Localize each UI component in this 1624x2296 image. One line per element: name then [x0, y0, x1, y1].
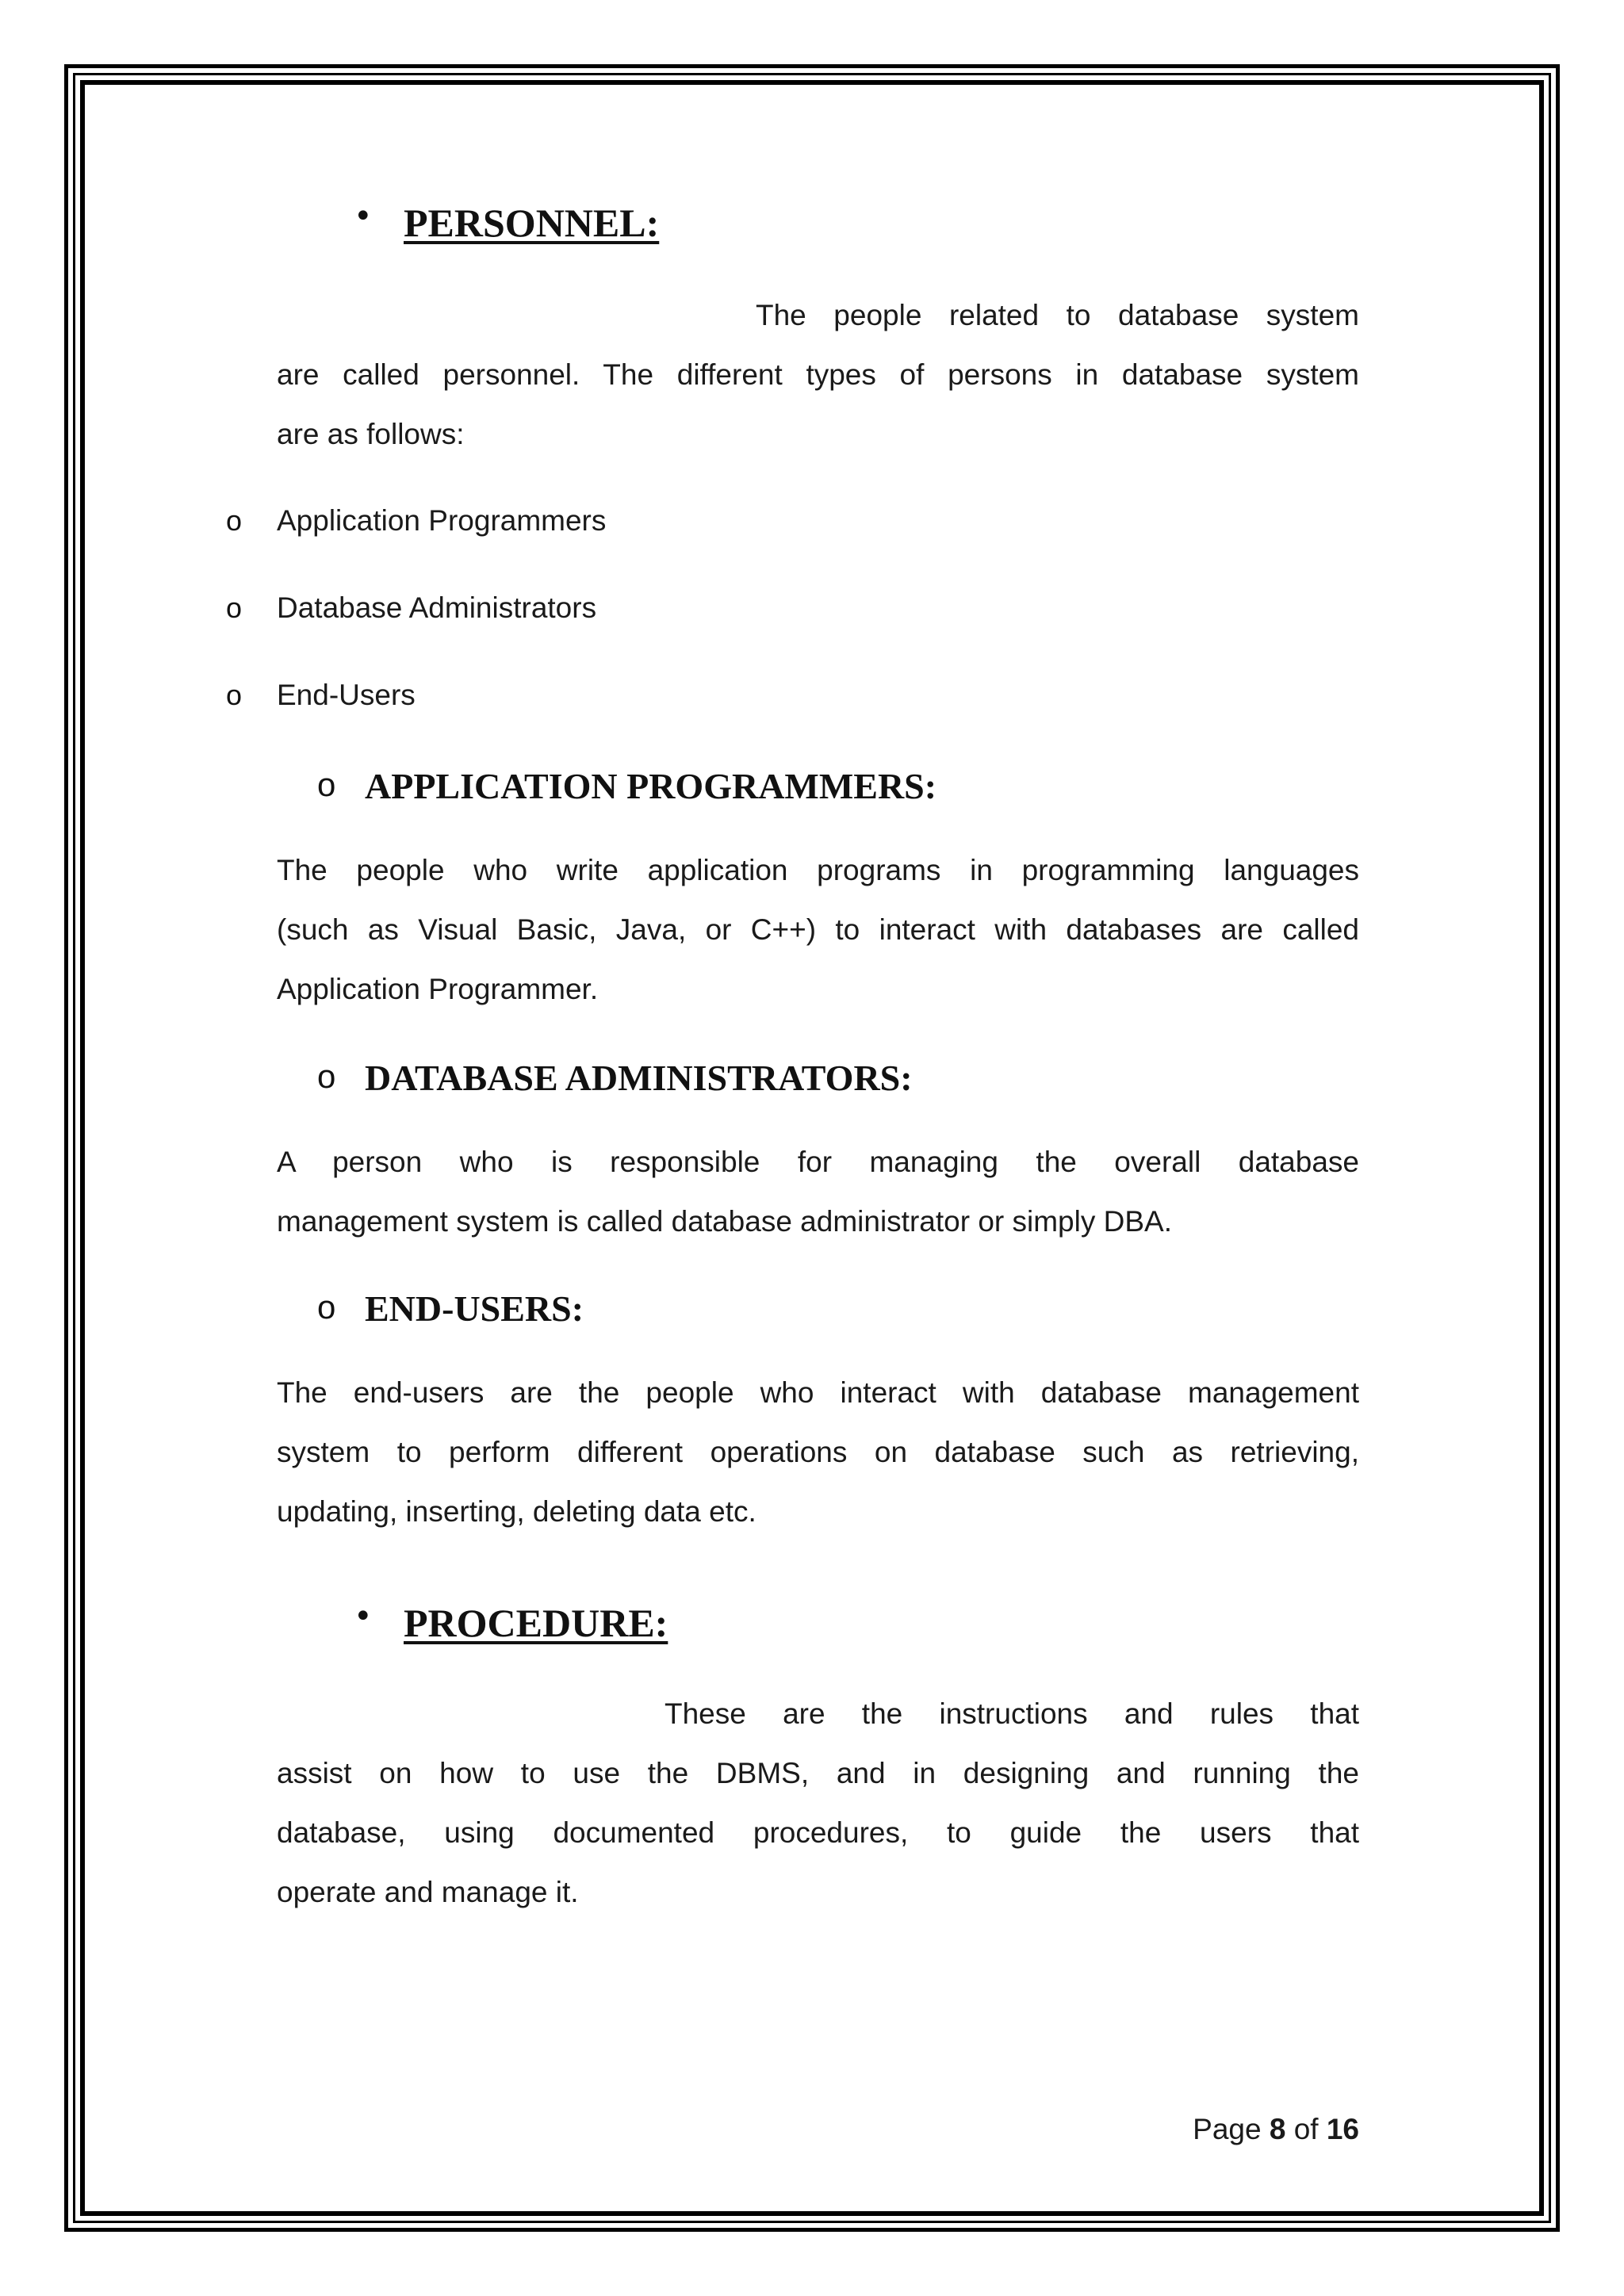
app-programmers-line-3: Application Programmer.	[277, 973, 599, 1005]
dba-heading: DATABASE ADMINISTRATORS:	[365, 1058, 913, 1098]
procedure-text	[277, 1684, 1359, 1922]
procedure-heading: PROCEDURE:	[404, 1601, 668, 1645]
page-label: Page	[1193, 2113, 1262, 2145]
dba-line-1: A person who is responsible for managing the overall database	[277, 1146, 1359, 1178]
app-programmers-line-2: (such as Visual Basic, Java, or C++) to interact with databases are called	[277, 913, 1359, 946]
page-current: 8	[1269, 2113, 1286, 2145]
list-item: End-Users	[277, 679, 416, 711]
end-users-text	[277, 1363, 1359, 1541]
personnel-intro-line-1: The people related to database system	[756, 299, 1359, 331]
page-total: 16	[1326, 2113, 1359, 2145]
dba-text	[277, 1132, 1359, 1251]
list-bullet-icon: o	[226, 504, 243, 537]
page-number	[1193, 2113, 1359, 2146]
procedure-line-3: database, using documented procedures, to guide the users that	[277, 1816, 1359, 1849]
list-bullet-icon: o	[226, 591, 243, 624]
app-programmers-text	[277, 840, 1359, 1019]
procedure-line-2: assist on how to use the DBMS, and in designing and running the	[277, 1757, 1359, 1789]
list-bullet-icon: o	[226, 679, 243, 711]
procedure-heading-row	[354, 1598, 373, 1635]
personnel-intro-line-3: are as follows:	[277, 418, 465, 450]
personnel-heading-row	[354, 198, 373, 235]
bullet-dot-icon: •	[354, 198, 373, 235]
sub-bullet-icon: o	[317, 1288, 336, 1326]
procedure-line-1: These are the instructions and rules that	[665, 1697, 1359, 1730]
personnel-intro	[277, 285, 1359, 464]
list-item: Application Programmers	[277, 504, 607, 537]
end-users-line-1: The end-users are the people who interact with database management	[277, 1376, 1359, 1409]
end-users-heading: END-USERS:	[365, 1288, 584, 1329]
sub-bullet-icon: o	[317, 1058, 336, 1095]
personnel-intro-line-2: are called personnel. The different types of persons in database system	[277, 358, 1359, 391]
app-programmers-heading: APPLICATION PROGRAMMERS:	[365, 766, 937, 806]
end-users-line-3: updating, inserting, deleting data etc.	[277, 1495, 756, 1528]
bullet-dot-icon: •	[354, 1598, 373, 1635]
page-of-label: of	[1293, 2113, 1319, 2145]
personnel-heading: PERSONNEL:	[404, 201, 660, 245]
dba-line-2: management system is called database administrator or simply DBA.	[277, 1205, 1172, 1238]
list-item: Database Administrators	[277, 591, 597, 624]
end-users-line-2: system to perform different operations on database such as retrieving,	[277, 1436, 1359, 1468]
sub-bullet-icon: o	[317, 766, 336, 803]
procedure-line-4: operate and manage it.	[277, 1876, 579, 1908]
app-programmers-line-1: The people who write application programs in programming languages	[277, 854, 1359, 886]
